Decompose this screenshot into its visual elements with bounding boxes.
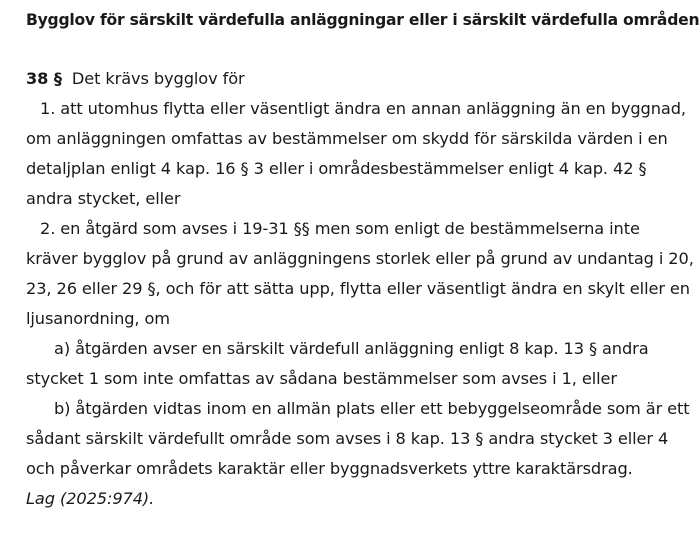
sub-item-b: b) åtgärden vidtas inom en allmän plats eller ett bebyggelseområde som är ett sådant särskilt värdefullt område som avses i 8 kap. 13 § andra stycket 3 eller 4 och påverkar områdets karaktär eller byggnadsverkets yttre karaktärsdrag.	[26, 399, 690, 478]
law-citation: Lag (2025:974).	[26, 489, 155, 508]
sub-item-a: a) åtgärden avser en särskilt värdefull anläggning enligt 8 kap. 13 § andra stycket 1 som inte omfattas av sådana bestämmelser som avses i 1, eller	[26, 339, 649, 388]
list-item-1: 1. att utomhus flytta eller väsentligt ändra en annan anläggning än en byggnad, om anläggningen omfattas av bestämmelser om skydd för särskilda värden i en detaljplan enligt 4 kap. 16 § 3 eller i områdesbestämmelser enligt 4 kap. 42 § andra stycket, eller	[26, 99, 686, 208]
section-intro	[26, 64, 694, 94]
legal-document	[26, 8, 700, 514]
section-heading: Bygglov för särskilt värdefulla anläggningar eller i särskilt värdefulla områden	[26, 11, 700, 29]
section-number: 38 §	[26, 69, 62, 88]
section-intro-text: Det krävs bygglov för	[71, 69, 245, 88]
list-item-2: 2. en åtgärd som avses i 19-31 §§ men som enligt de bestämmelserna inte kräver bygglov på grund av anläggningens storlek eller på grund av undantag i 20, 23, 26 eller 29 §, och för att sätta upp, flytta eller väsentligt ändra en skylt eller en ljusanordning, om	[26, 219, 694, 328]
